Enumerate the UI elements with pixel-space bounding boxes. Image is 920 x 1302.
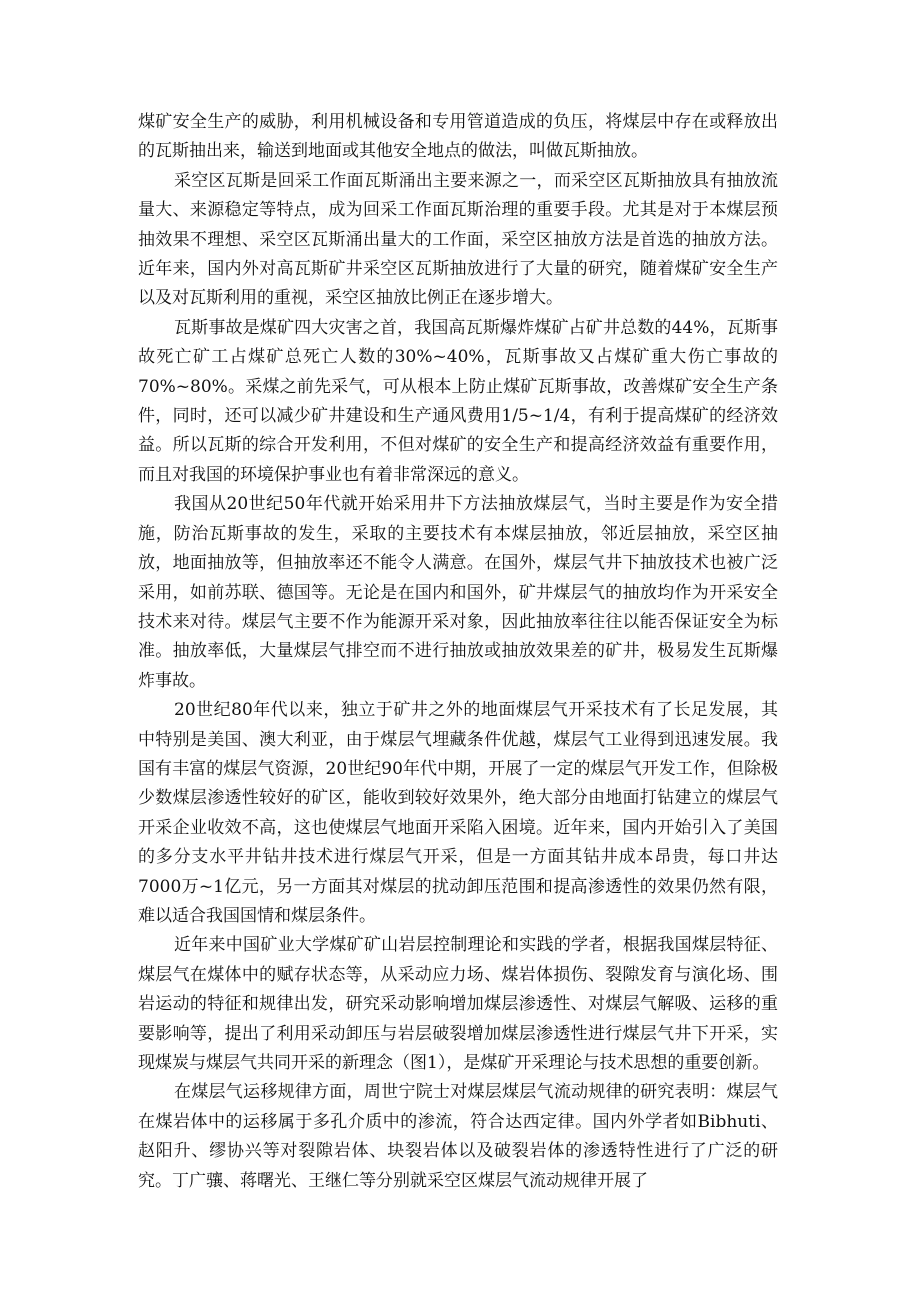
paragraph-2: 采空区瓦斯是回采工作面瓦斯涌出主要来源之一，而采空区瓦斯抽放具有抽放流量大、来源稳定等特点，成为回采工作面瓦斯治理的重要手段。尤其是对于本煤层预抽效果不理想、采空区瓦斯涌出量大的工作面，采空区抽放方法是首选的抽放方法。近年来，国内外对高瓦斯矿井采空区瓦斯抽放进行了大量的研究，随着煤矿安全生产以及对瓦斯利用的重视，采空区抽放比例正在逐步增大。 — [138, 170, 778, 309]
paragraph-4: 我国从20世纪50年代就开始采用井下方法抽放煤层气，当时主要是作为安全措施，防治瓦斯事故的发生，采取的主要技术有本煤层抽放，邻近层抽放，采空区抽放，地面抽放等，但抽放率还不能令人满意。在国外，煤层气井下抽放技术也被广泛采用，如前苏联、德国等。无论是在国内和国外，矿井煤层气的抽放均作为开采安全技术来对待。煤层气主要不作为能源开采对象，因此抽放率往往以能否保证安全为标准。抽放率低，大量煤层气排空而不进行抽放或抽放效果差的矿井，极易发生瓦斯爆炸事故。 — [138, 494, 778, 691]
paragraph-6: 近年来中国矿业大学煤矿矿山岩层控制理论和实践的学者，根据我国煤层特征、煤层气在煤体中的赋存状态等，从采动应力场、煤岩体损伤、裂隙发育与演化场、围岩运动的特征和规律出发，研究采动影响增加煤层渗透性、对煤层气解吸、运移的重要影响等，提出了利用采动卸压与岩层破裂增加煤层渗透性进行煤层气井下开采，实现煤炭与煤层气共同开采的新理念（图1），是煤矿开采理论与技术思想的重要创新。 — [138, 935, 778, 1073]
document-page — [138, 108, 778, 1196]
paragraph-1: 煤矿安全生产的威胁，利用机械设备和专用管道造成的负压，将煤层中存在或释放出的瓦斯抽出来，输送到地面或其他安全地点的做法，叫做瓦斯抽放。 — [138, 112, 778, 162]
paragraph-7: 在煤层气运移规律方面，周世宁院士对煤层煤层气流动规律的研究表明：煤层气在煤岩体中的运移属于多孔介质中的渗流，符合达西定律。国内外学者如Bibhuti、赵阳升、缪协兴等对裂隙岩体、块裂岩体以及破裂岩体的渗透特性进行了广泛的研究。丁广骧、蒋曙光、王继仁等分别就采空区煤层气流动规律开展了 — [138, 1082, 778, 1191]
paragraph-3: 瓦斯事故是煤矿四大灾害之首，我国高瓦斯爆炸煤矿占矿井总数的44%，瓦斯事故死亡矿工占煤矿总死亡人数的30%~40%，瓦斯事故又占煤矿重大伤亡事故的70%~80%。采煤之前先采气，可从根本上防止煤矿瓦斯事故，改善煤矿安全生产条件，同时，还可以减少矿井建设和生产通风费用1/5~1/4，有利于提高煤矿的经济效益。所以瓦斯的综合开发利用，不但对煤矿的安全生产和提高经济效益有重要作用，而且对我国的环境保护事业也有着非常深远的意义。 — [138, 317, 778, 485]
paragraph-5: 20世纪80年代以来，独立于矿井之外的地面煤层气开采技术有了长足发展，其中特别是美国、澳大利亚，由于煤层气埋藏条件优越，煤层气工业得到迅速发展。我国有丰富的煤层气资源，20世纪90年代中期，开展了一定的煤层气开发工作，但除极少数煤层渗透性较好的矿区，能收到较好效果外，绝大部分由地面打钻建立的煤层气开采企业收效不高，这也使煤层气地面开采陷入困境。近年来，国内开始引入了美国的多分支水平井钻井技术进行煤层气开采，但是一方面其钻井成本昂贵，每口井达7000万~1亿元，另一方面其对煤层的扰动卸压范围和提高渗透性的效果仍然有限，难以适合我国国情和煤层条件。 — [138, 700, 778, 926]
